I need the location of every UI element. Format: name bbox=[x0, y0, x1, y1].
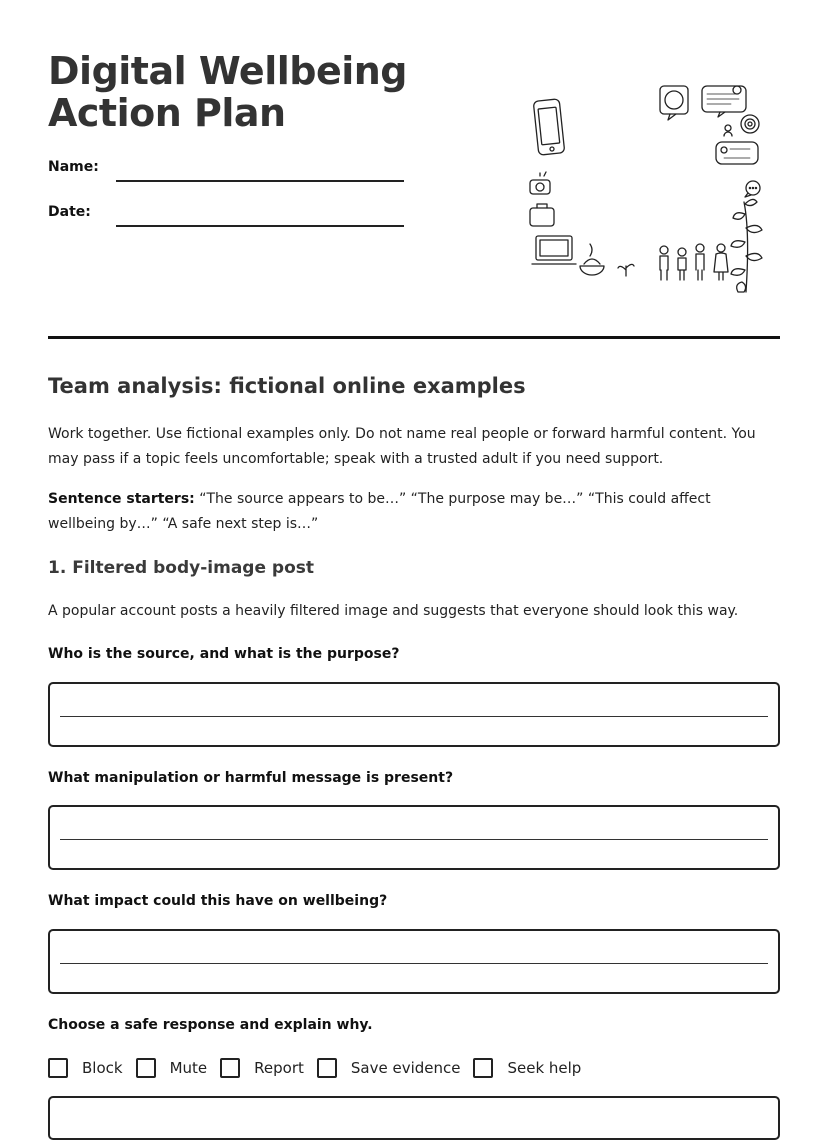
laptop-icon bbox=[532, 236, 576, 264]
answer-box-manipulation[interactable] bbox=[48, 805, 780, 870]
briefcase-icon bbox=[530, 204, 554, 226]
checkbox[interactable] bbox=[220, 1058, 240, 1078]
response-options bbox=[48, 1055, 594, 1081]
example-description: A popular account posts a heavily filtered image and suggests that everyone should look this way. bbox=[48, 603, 739, 619]
option-label: Block bbox=[82, 1059, 123, 1077]
question-impact: What impact could this have on wellbeing? bbox=[48, 893, 388, 909]
option-report[interactable] bbox=[220, 1058, 304, 1078]
smartphone-icon bbox=[533, 99, 565, 155]
chat-bubble-icon bbox=[660, 86, 688, 120]
option-label: Save evidence bbox=[350, 1059, 461, 1077]
writing-line bbox=[60, 963, 768, 964]
small-plant-icon bbox=[618, 264, 634, 276]
title-line-2: Action Plan bbox=[48, 91, 286, 135]
camera-icon bbox=[530, 172, 550, 194]
option-label: Seek help bbox=[507, 1059, 582, 1077]
date-label: Date: bbox=[48, 204, 91, 220]
writing-line bbox=[60, 839, 768, 840]
sentence-starters-label: Sentence starters: bbox=[48, 491, 195, 507]
notification-card-icon bbox=[702, 86, 746, 117]
divider bbox=[48, 336, 780, 339]
people-icon bbox=[660, 244, 728, 280]
question-response: Choose a safe response and explain why. bbox=[48, 1017, 373, 1033]
name-field[interactable] bbox=[116, 180, 404, 182]
checkbox[interactable] bbox=[473, 1058, 493, 1078]
plant-icon bbox=[731, 199, 762, 292]
speech-bubble-icon bbox=[745, 181, 760, 197]
option-label: Report bbox=[254, 1059, 304, 1077]
date-field[interactable] bbox=[116, 225, 404, 227]
checkbox[interactable] bbox=[48, 1058, 68, 1078]
checkbox[interactable] bbox=[317, 1058, 337, 1078]
sentence-starters-text: “The source appears to be…” “The purpose may be…” “This could affect wellbeing by…” “A safe next step is…” bbox=[48, 491, 711, 532]
option-seek-help[interactable] bbox=[473, 1058, 581, 1078]
answer-box-response[interactable] bbox=[48, 1096, 780, 1140]
answer-box-impact[interactable] bbox=[48, 929, 780, 994]
sentence-starters bbox=[48, 487, 780, 536]
header-illustration bbox=[524, 80, 774, 300]
page-title bbox=[48, 50, 468, 134]
writing-line bbox=[60, 716, 768, 717]
example-title: 1. Filtered body-image post bbox=[48, 558, 315, 578]
screen-time-icon bbox=[716, 142, 758, 164]
option-mute[interactable] bbox=[136, 1058, 208, 1078]
question-manipulation: What manipulation or harmful message is present? bbox=[48, 770, 454, 786]
question-source: Who is the source, and what is the purpose? bbox=[48, 646, 400, 662]
title-line-1: Digital Wellbeing bbox=[48, 49, 407, 93]
section-title: Team analysis: fictional online examples bbox=[48, 374, 526, 398]
bowl-icon bbox=[580, 244, 604, 275]
spiral-icon bbox=[724, 115, 759, 136]
option-save-evidence[interactable] bbox=[317, 1058, 461, 1078]
checkbox[interactable] bbox=[136, 1058, 156, 1078]
name-label: Name: bbox=[48, 159, 99, 175]
intro-text: Work together. Use fictional examples only. Do not name real people or forward harmful content. You may pass if a topic feels uncomfortable; speak with a trusted adult if you need support. bbox=[48, 426, 756, 467]
option-block[interactable] bbox=[48, 1058, 123, 1078]
answer-box-source[interactable] bbox=[48, 682, 780, 747]
option-label: Mute bbox=[169, 1059, 208, 1077]
